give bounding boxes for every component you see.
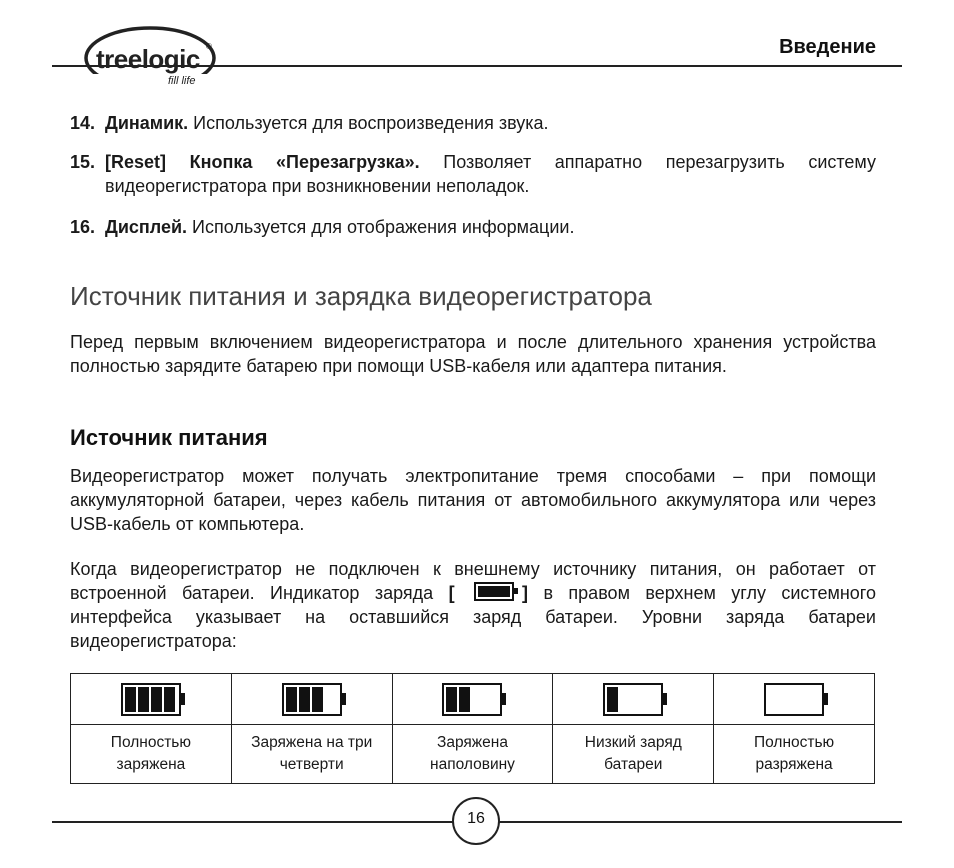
battery-cell-bar bbox=[459, 687, 470, 712]
battery-three-quarters-icon bbox=[282, 683, 342, 716]
battery-label: Заряжена наполовину bbox=[392, 725, 553, 784]
item-number: 15. bbox=[70, 152, 96, 172]
battery-cell-bar bbox=[312, 687, 323, 712]
item-title: Динамик. bbox=[105, 113, 189, 133]
battery-cell bbox=[231, 674, 392, 725]
icon-row bbox=[71, 674, 875, 725]
item-title: [Reset] Кнопка «Перезагрузка». bbox=[105, 152, 420, 172]
battery-cell-bar bbox=[607, 687, 618, 712]
battery-cell-bar bbox=[164, 687, 175, 712]
battery-cell-bar bbox=[286, 687, 297, 712]
section-name: Введение bbox=[779, 36, 876, 58]
battery-cell-bar bbox=[138, 687, 149, 712]
label-row bbox=[71, 725, 875, 784]
power-paragraph: Видеорегистратор может получать электропитание тремя способами – при помощи аккумуляторной батареи, через кабель питания от автомобильного аккумулятора или через USB-кабель от компьютера. bbox=[70, 466, 876, 534]
section-title: Источник питания и зарядка видеорегистратора bbox=[70, 281, 652, 311]
item-text: Используется для отображения информации. bbox=[187, 217, 575, 237]
intro-paragraph: Перед первым включением видеорегистратора и после длительного хранения устройства полностью зарядите батарею при помощи USB-кабеля или адаптера питания. bbox=[70, 332, 876, 376]
list-item bbox=[70, 215, 876, 239]
subsection-title: Источник питания bbox=[70, 425, 268, 450]
battery-levels-table bbox=[70, 673, 875, 784]
bracket-open: [ bbox=[448, 583, 455, 603]
battery-cell bbox=[71, 674, 232, 725]
battery-cell bbox=[553, 674, 714, 725]
page-number: 16 bbox=[467, 810, 485, 827]
battery-text-before: Когда видеорегистратор не подключен к внешнему источнику питания, он работает от встроенной батареи. Индикатор заряда bbox=[70, 559, 876, 603]
battery-half-icon bbox=[442, 683, 502, 716]
battery-empty-icon bbox=[764, 683, 824, 716]
battery-paragraph bbox=[70, 557, 876, 653]
battery-label: Низкий заряд батареи bbox=[553, 725, 714, 784]
battery-cell-bar bbox=[151, 687, 162, 712]
logo-tagline: fill life bbox=[168, 75, 196, 87]
battery-cell-bar bbox=[299, 687, 310, 712]
battery-full-icon bbox=[474, 582, 514, 601]
item-text: Позволяет аппаратно перезагрузить систему видеорегистратора при возникновении неполадок. bbox=[105, 152, 877, 196]
bracket-close: ] bbox=[522, 583, 529, 603]
battery-cell bbox=[392, 674, 553, 725]
list-item bbox=[70, 111, 876, 135]
list-item bbox=[70, 150, 876, 198]
battery-label: Заряжена на три четверти bbox=[231, 725, 392, 784]
item-number: 14. bbox=[70, 113, 96, 133]
item-text: Используется для воспроизведения звука. bbox=[188, 113, 549, 133]
item-number: 16. bbox=[70, 217, 96, 237]
logo-wordmark: treelogic bbox=[96, 44, 200, 74]
battery-low-icon bbox=[603, 683, 663, 716]
item-title: Дисплей. bbox=[105, 217, 188, 237]
battery-full-icon bbox=[121, 683, 181, 716]
battery-text-after: в правом верхнем углу системного интерфейса указывает на оставшийся заряд батареи. Уровни заряда батареи видеорегистратора: bbox=[70, 583, 876, 651]
battery-cell bbox=[714, 674, 875, 725]
battery-label: Полностью заряжена bbox=[71, 725, 232, 784]
battery-cell-bar bbox=[125, 687, 136, 712]
battery-label: Полностью разряжена bbox=[714, 725, 875, 784]
registered-mark: ® bbox=[206, 42, 212, 51]
treelogic-logo bbox=[80, 16, 220, 88]
battery-cell-bar bbox=[446, 687, 457, 712]
